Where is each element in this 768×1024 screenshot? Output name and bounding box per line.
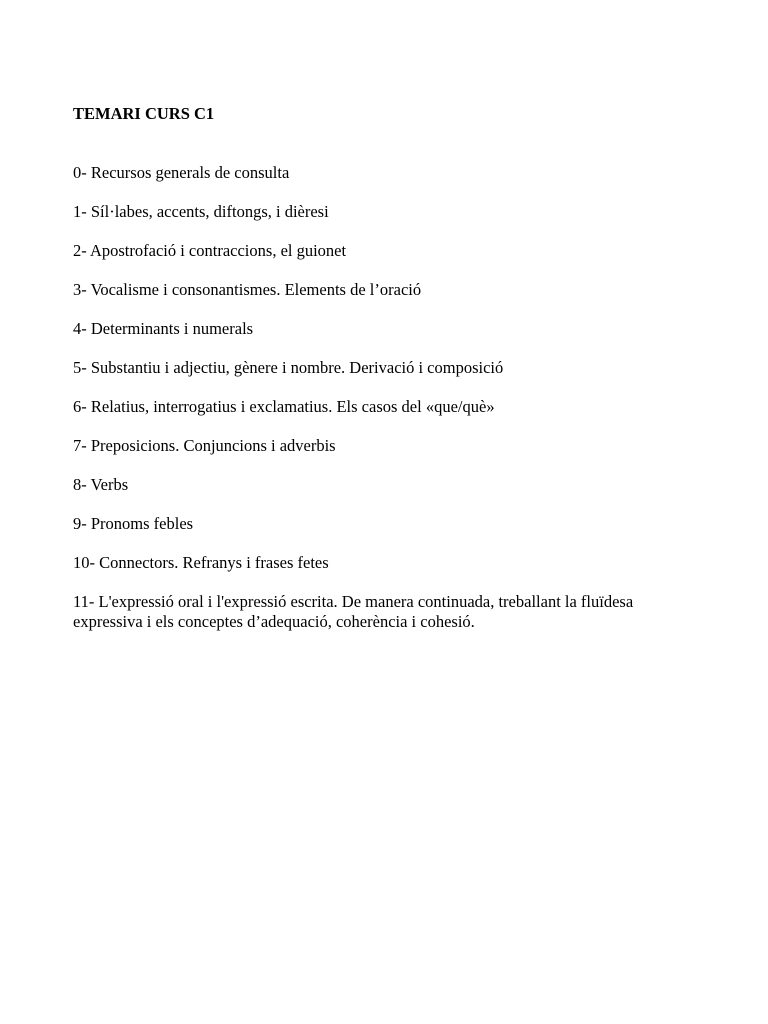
topic-item-6: 6- Relatius, interrogatius i exclamatius. Els casos del «que/què» xyxy=(73,397,495,416)
topic-item-3: 3- Vocalisme i consonantismes. Elements de l’oració xyxy=(73,280,422,299)
topic-item-7: 7- Preposicions. Conjuncions i adverbis xyxy=(73,436,336,455)
topic-item-4: 4- Determinants i numerals xyxy=(73,319,254,338)
topic-item-1: 1- Síl·labes, accents, diftongs, i dièresi xyxy=(73,202,329,221)
topic-item-11: 11- L'expressió oral i l'expressió escrita. De manera continuada, treballant la fluïdesa expressiva i els conceptes d’adequació, coherència i cohesió. xyxy=(73,592,634,631)
topic-item-2: 2- Apostrofació i contraccions, el guionet xyxy=(73,241,347,260)
topic-item-9: 9- Pronoms febles xyxy=(73,514,194,533)
topic-item-5: 5- Substantiu i adjectiu, gènere i nombre. Derivació i composició xyxy=(73,358,504,377)
document-body xyxy=(73,104,698,651)
topic-item-10: 10- Connectors. Refranys i frases fetes xyxy=(73,553,329,572)
topic-item-8: 8- Verbs xyxy=(73,475,129,494)
document-title: TEMARI CURS C1 xyxy=(73,104,215,123)
topic-item-0: 0- Recursos generals de consulta xyxy=(73,163,290,182)
